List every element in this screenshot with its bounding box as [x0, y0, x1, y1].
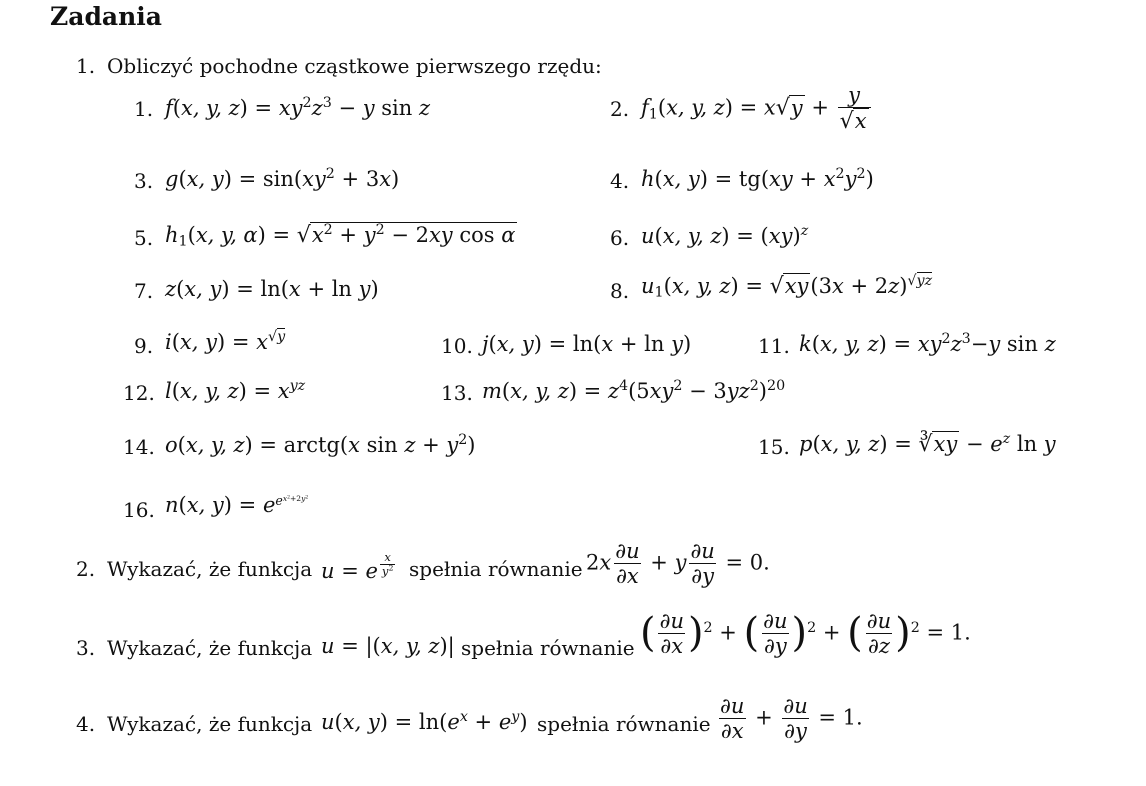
task-2-function: u = e $^{\frac{x}{y^2}}$ [321, 550, 394, 583]
item-8-formula: $u_1(x$, y, $z) = √xy(3x + 2z)^{√yz}$ [641, 273, 933, 301]
item-13-number: 13. [441, 381, 473, 405]
task-2-number: 2. [76, 557, 96, 581]
task-2-equation: 2x $\frac{\partial u}{\partial x}$ + y $\frac{\partial u}{\partial y}$ = 0. [586, 539, 770, 589]
item-1-formula: f(x, y, $z) = xy^2z^3 - y$ sin z [165, 95, 431, 120]
task-2-prefix: Wykazać, że funkcja [107, 557, 313, 581]
task-4-equation: $\frac{\partial u}{\partial x}$ + $\frac{\partial u}{\partial y}$ = 1. [720, 694, 863, 744]
item-3-number: 3. [134, 169, 154, 193]
task-3-middle: spełnia równanie [461, 636, 635, 660]
item-4-number: 4. [610, 169, 630, 193]
item-15-number: 15. [758, 435, 790, 459]
item-12-formula: l(x, y, $z) = x^{yz}$ [165, 378, 306, 403]
task-2-middle: spełnia równanie [409, 557, 583, 581]
task-3-function: u = |(x, y, z)| [321, 634, 455, 658]
item-8-number: 8. [610, 279, 630, 303]
item-1-number: 1. [134, 97, 154, 121]
item-6-formula: u(x, y, z) = (xy)$^z$ [641, 223, 809, 248]
task-4-prefix: Wykazać, że funkcja [107, 712, 313, 736]
item-2-number: 2. [610, 97, 630, 121]
item-11-formula: k(x, y, $z) = xy^2z^3-y$ sin z [799, 331, 1056, 356]
item-9-number: 9. [134, 334, 154, 358]
task-1-number: 1. [76, 54, 96, 78]
item-12-number: 12. [123, 381, 155, 405]
item-16-formula: n(x, $y) = e^{e^{x^2+2y^2}}$ [165, 493, 309, 517]
item-7-number: 7. [134, 279, 154, 303]
item-15-formula: p(x, y, z) = ∛xy − $e^z$ ln y [799, 431, 1056, 457]
task-3-prefix: Wykazać, że funkcja [107, 636, 313, 660]
task-3-equation: ( $\frac{\partial u}{\partial x}$ )$^2$ + ( $\frac{\partial u}{\partial y}$ )$^2$ + ( $\frac{\partial u}{\partial z}$ )$^2$ = 1. [640, 609, 971, 659]
task-4-middle: spełnia równanie [537, 712, 711, 736]
item-14-number: 14. [123, 435, 155, 459]
item-11-number: 11. [758, 334, 790, 358]
item-10-number: 10. [441, 334, 473, 358]
item-4-formula: h(x, $y) = tg(xy + x^2y^2)$ [641, 166, 874, 191]
item-5-number: 5. [134, 226, 154, 250]
item-16-number: 16. [123, 498, 155, 522]
item-6-number: 6. [610, 226, 630, 250]
item-9-formula: i(x, $y) = x^{√y}$ [165, 329, 286, 354]
page-title: Zadania [50, 2, 162, 31]
item-7-formula: z(x, y) = ln(x + ln y) [165, 277, 379, 301]
task-4-function: u(x, $y) = \ln(e^x + e^y)$ [321, 709, 528, 734]
item-2-formula: $f_1(x$, y, z) = x√y + $\frac{y}{√x}$ [641, 84, 873, 134]
item-14-formula: o(x, y, z) = arctg(x $\sin z + y^2$) [165, 432, 476, 457]
task-1-text: Obliczyć pochodne cząstkowe pierwszego rzędu: [107, 54, 602, 78]
item-3-formula: g(x, $y) = \sin(xy^2 + 3x)$ [165, 166, 400, 191]
item-13-formula: m(x, y, $z) = z^4(5xy^2 - 3yz^2)^{20}$ [482, 378, 786, 403]
task-3-number: 3. [76, 636, 96, 660]
task-4-number: 4. [76, 712, 96, 736]
item-10-formula: j(x, y) = ln(x + ln y) [482, 332, 692, 356]
item-5-formula: $h_1(x$, y, $\alpha) = √x^2 + y^2 - 2xy$ cos α [165, 222, 516, 250]
